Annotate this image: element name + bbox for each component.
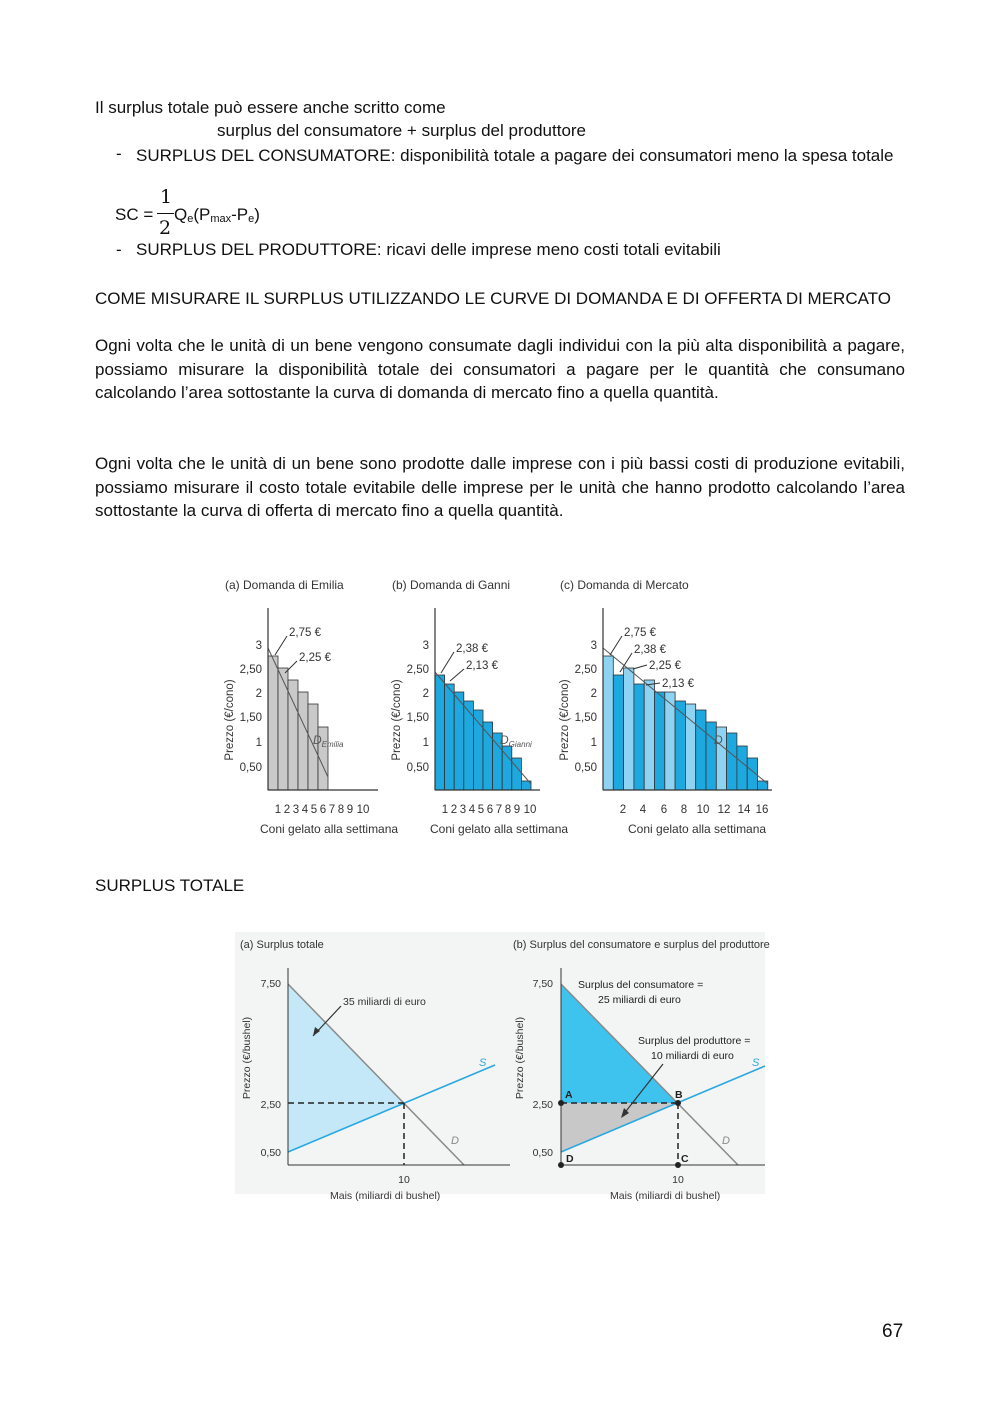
bullet-marker: - — [116, 240, 122, 259]
annotation-price: 2,25 € — [649, 660, 681, 672]
bar — [603, 656, 613, 790]
y-tick-label: 0,50 — [406, 762, 429, 774]
producer-surplus-label: Surplus del produttore = — [638, 1035, 751, 1047]
bullet-producer-surplus: SURPLUS DEL PRODUTTORE: ricavi delle imprese meno costi totali evitabili — [136, 240, 721, 259]
surplus-formula-line: surplus del consumatore + surplus del produttore — [217, 121, 587, 140]
x-tick-label: 2 — [619, 804, 627, 816]
bar — [278, 668, 288, 790]
intro-text: Il surplus totale può essere anche scritto come — [95, 98, 446, 117]
demand-curve-label — [714, 733, 723, 747]
x-tick-label: 16 — [755, 804, 769, 816]
bar — [644, 680, 654, 790]
bar — [727, 733, 737, 790]
x-tick-label: 8 — [337, 804, 345, 816]
x-tick-label: 9 — [513, 804, 521, 816]
y-tick-label: 2,50 — [532, 1099, 553, 1111]
surplus-figure — [235, 932, 770, 1202]
bar — [613, 675, 623, 790]
demand-figure — [215, 572, 780, 844]
y-tick-label: 3 — [590, 640, 597, 652]
sc-rhs — [174, 205, 260, 225]
fraction-bar — [157, 213, 174, 214]
y-tick-label: 0,50 — [239, 762, 262, 774]
y-tick-label: 3 — [255, 640, 262, 652]
bullet-marker: - — [116, 144, 122, 163]
x-tick-labels — [442, 804, 537, 816]
y-tick-label: 1,50 — [574, 712, 597, 724]
curve-sub: Emilia — [321, 740, 344, 749]
annotation-price: 2,75 € — [289, 627, 321, 639]
paragraph-demand: Ogni volta che le unità di un bene vengono consumate dagli individui con la più alta disponibilità a pagare, possiamo misurare la disponibilità totale dei consumatori a pagare per le quantità che consumano calcolando l’area sottostante la curva di domanda di mercato fino a quella quantità. — [95, 336, 905, 403]
y-tick-label: 0,50 — [574, 762, 597, 774]
demand-curve-label — [500, 733, 532, 749]
gianni-bars — [435, 675, 531, 790]
heading-measure-surplus: COME MISURARE IL SURPLUS UTILIZZANDO LE CURVE DI DOMANDA E DI OFFERTA DI MERCATO — [95, 289, 891, 308]
y-tick-label: 3 — [422, 640, 429, 652]
x-tick-label: 10 — [523, 804, 537, 816]
sc-close: ) — [254, 205, 260, 224]
y-tick-label: 7,50 — [260, 978, 281, 990]
sc-sub-max: max — [210, 213, 232, 225]
x-tick-label: 6 — [319, 804, 327, 816]
curve-sub: Gianni — [508, 740, 532, 749]
y-tick-label: 1 — [590, 737, 597, 749]
x-tick-label: 4 — [301, 804, 309, 816]
y-tick-labels — [407, 640, 429, 774]
point-label: A — [565, 1089, 573, 1101]
y-tick-label: 2,50 — [574, 664, 597, 676]
y-tick-label: 2 — [255, 688, 262, 700]
y-tick-label: 2,50 — [406, 664, 429, 676]
y-tick-labels — [575, 640, 597, 774]
y-tick-label: 2 — [422, 688, 429, 700]
panel-title: (c) Domanda di Mercato — [560, 578, 689, 592]
y-axis-label: Prezzo (€/bushel) — [514, 1016, 526, 1100]
x-tick-label: 1 — [274, 804, 282, 816]
bar — [696, 710, 706, 790]
annotation-price: 2,13 € — [662, 678, 694, 690]
annotation-arrow — [450, 669, 464, 681]
x-tick-label: 14 — [737, 804, 751, 816]
page-number: 67 — [882, 1321, 904, 1342]
x-tick-label: 5 — [477, 804, 485, 816]
x-tick-label: 6 — [486, 804, 494, 816]
emilia-bars — [268, 656, 328, 790]
paragraph-supply: Ogni volta che le unità di un bene sono prodotte dalle imprese con i più bassi costi di produzione evitabili, possiamo misurare il costo totale evitabile delle imprese per le unità che hanno prodotto calcolando l’area sottostante la curva di offerta di mercato fino a quella quantità. — [95, 454, 905, 521]
y-tick-label: 1,50 — [239, 712, 262, 724]
bar — [655, 692, 665, 790]
y-tick-label: 2,50 — [260, 1099, 281, 1111]
x-tick-label: 7 — [328, 804, 336, 816]
bar — [268, 656, 278, 790]
y-tick-label: 7,50 — [532, 978, 553, 990]
curve-letter: D — [500, 733, 509, 747]
y-tick-label: 2,50 — [239, 664, 262, 676]
sc-sub-e: e — [187, 213, 194, 225]
sc-minus-p: -P — [231, 205, 249, 224]
demand-curve-label — [313, 733, 344, 749]
bar — [308, 704, 318, 790]
x-tick-label: 3 — [459, 804, 467, 816]
x-tick-label: 2 — [283, 804, 291, 816]
point-label: B — [675, 1089, 683, 1101]
y-axis-label: Prezzo (€/cono) — [224, 679, 236, 761]
x-tick-label: 9 — [346, 804, 354, 816]
y-tick-label: 0,50 — [532, 1147, 553, 1159]
annotation-arrow — [285, 661, 297, 673]
y-axis-label: Prezzo (€/cono) — [559, 679, 571, 761]
x-tick-label: 6 — [660, 804, 668, 816]
x-tick-label: 5 — [310, 804, 318, 816]
sc-denominator: 2 — [159, 217, 172, 239]
x-tick-label: 10 — [398, 1174, 410, 1186]
x-tick-label: 4 — [468, 804, 476, 816]
x-axis-label: Mais (miliardi di bushel) — [610, 1190, 721, 1202]
y-tick-label: 1 — [422, 737, 429, 749]
annotation-arrow — [633, 665, 647, 669]
curve-letter: D — [714, 733, 723, 747]
x-tick-label: 10 — [696, 804, 710, 816]
annotation-price: 2,38 € — [456, 643, 488, 655]
y-tick-labels — [240, 640, 262, 774]
x-axis-label: Coni gelato alla settimana — [628, 822, 767, 836]
x-tick-label: 8 — [504, 804, 512, 816]
point-label: D — [566, 1153, 574, 1165]
x-axis-label: Mais (miliardi di bushel) — [330, 1190, 441, 1202]
sc-lhs: SC = — [115, 205, 154, 224]
x-tick-label: 2 — [450, 804, 458, 816]
panel-title: (b) Domanda di Ganni — [392, 578, 511, 592]
consumer-surplus-value: 25 miliardi di euro — [598, 994, 681, 1006]
bar — [298, 692, 308, 790]
annotation-price: 2,38 € — [634, 644, 666, 656]
panel-title: (a) Surplus totale — [240, 939, 324, 951]
annotation-arrow — [275, 636, 287, 655]
supply-label: S — [752, 1057, 760, 1069]
consumer-surplus-label: Surplus del consumatore = — [578, 979, 704, 991]
bar — [634, 684, 644, 790]
x-tick-labels — [275, 804, 370, 816]
bar — [435, 675, 445, 790]
annotation-arrow — [610, 636, 622, 655]
point-d — [558, 1162, 564, 1168]
sc-numerator: 1 — [160, 186, 173, 208]
supply-label: S — [479, 1057, 487, 1069]
x-tick-labels — [620, 804, 769, 816]
heading-total-surplus: SURPLUS TOTALE — [95, 876, 245, 895]
x-tick-label: 4 — [639, 804, 647, 816]
bar — [288, 680, 298, 790]
panel-title: (a) Domanda di Emilia — [225, 578, 344, 592]
y-tick-label: 0,50 — [260, 1147, 281, 1159]
annotation-price: 2,25 € — [299, 652, 331, 664]
x-axis-label: Coni gelato alla settimana — [260, 822, 399, 836]
bar — [737, 746, 747, 790]
bar — [624, 668, 634, 790]
y-tick-label: 2 — [590, 688, 597, 700]
sc-q: Q — [174, 205, 188, 224]
x-tick-label: 10 — [356, 804, 370, 816]
x-tick-label: 10 — [672, 1174, 684, 1186]
annotation-arrow — [441, 652, 454, 673]
x-tick-label: 8 — [680, 804, 688, 816]
panel-emilia — [224, 578, 398, 836]
x-axis-label: Coni gelato alla settimana — [430, 822, 569, 836]
demand-label: D — [451, 1135, 459, 1147]
x-tick-label: 1 — [441, 804, 449, 816]
sc-sub-e2: e — [248, 213, 255, 225]
market-bars — [603, 656, 768, 790]
panel-title: (b) Surplus del consumatore e surplus del produttore — [513, 939, 770, 951]
sc-p: (P — [193, 205, 211, 224]
x-tick-label: 7 — [495, 804, 503, 816]
bar — [454, 692, 464, 790]
y-axis-label: Prezzo (€/cono) — [391, 679, 403, 761]
area-label: 35 miliardi di euro — [343, 996, 426, 1008]
x-tick-label: 12 — [717, 804, 731, 816]
annotation-price: 2,13 € — [466, 660, 498, 672]
y-axis-label: Prezzo (€/bushel) — [241, 1016, 253, 1100]
bar — [464, 701, 474, 790]
curve-letter: D — [313, 733, 322, 747]
point-a — [558, 1100, 564, 1106]
y-tick-label: 1 — [255, 737, 262, 749]
annotation-price: 2,75 € — [624, 627, 656, 639]
producer-surplus-value: 10 miliardi di euro — [651, 1050, 734, 1062]
y-tick-label: 1,50 — [406, 712, 429, 724]
demand-label: D — [722, 1135, 730, 1147]
x-tick-label: 3 — [292, 804, 300, 816]
bar — [445, 684, 455, 790]
panel-market — [559, 578, 772, 836]
point-label: C — [681, 1153, 689, 1165]
bullet-consumer-surplus: SURPLUS DEL CONSUMATORE: disponibilità totale a pagare dei consumatori meno la spesa totale — [136, 146, 894, 165]
bar — [483, 722, 493, 790]
panel-gianni — [391, 578, 568, 836]
